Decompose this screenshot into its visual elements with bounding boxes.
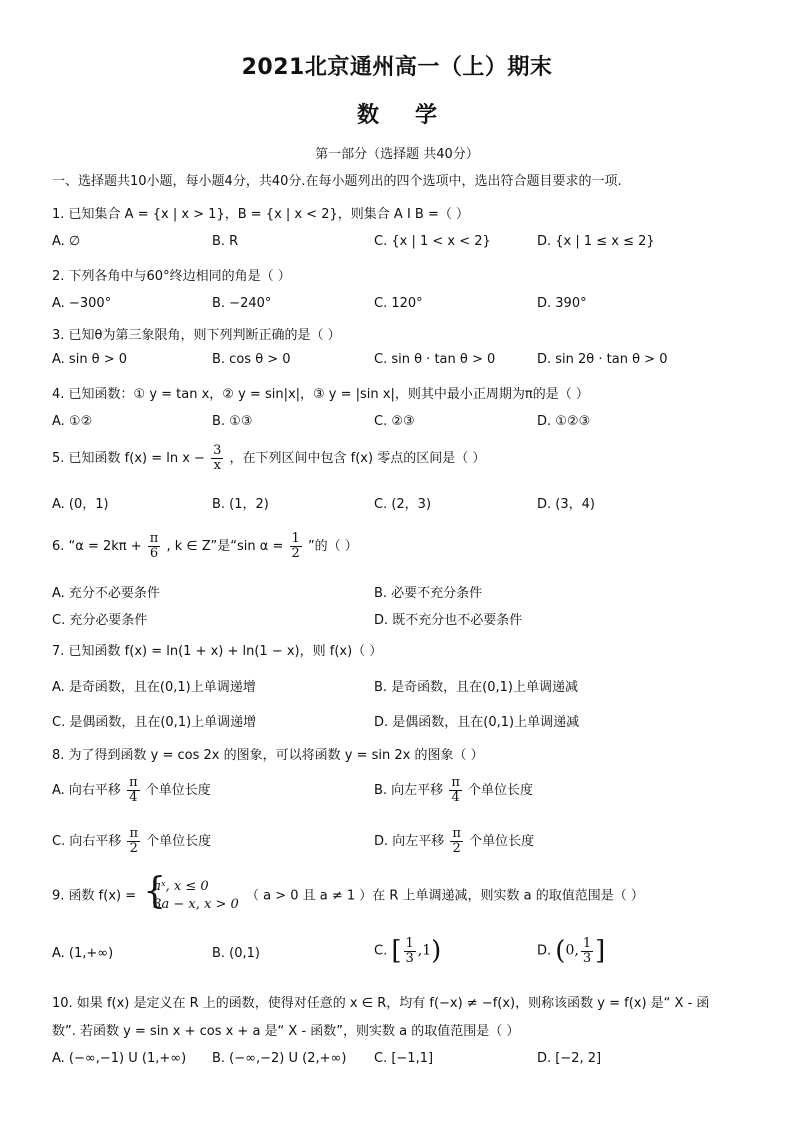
exam-subject: 数学 [356, 103, 473, 128]
q4-option-a: A. ①② [52, 414, 93, 429]
q6-text-mid: , k ∈ Z”是“sin α = [166, 539, 284, 554]
q9-text-post: （ a > 0 且 a ≠ 1 ）在 R 上单调递减，则实数 a 的取值范围是（ ） [245, 888, 644, 904]
q8-option-d-den: 2 [452, 841, 461, 856]
q9-brace: { [143, 871, 167, 912]
q8-option-d-num: π [452, 826, 461, 841]
q8-option-c-pre: C. 向右平移 [52, 834, 122, 849]
q9-option-c-rbracket: ) [431, 936, 442, 966]
q8-option-c-den: 2 [129, 841, 138, 856]
q5-option-a: A. (0，1) [52, 497, 109, 512]
q6-fraction-1 [148, 532, 161, 561]
q8-option-d-post: 个单位长度 [469, 834, 535, 849]
question-8: 8. 为了得到函数 y = cos 2x 的图象，可以将函数 y = sin 2x 的图象（ ） [52, 748, 484, 763]
q5-option-d: D. (3，4) [537, 497, 595, 512]
q9-option-c-den: 3 [405, 950, 414, 966]
q9-piece-row-1: aˣ, x ≤ 0 [153, 879, 209, 894]
q5-text-pre: 5. 已知函数 f(x) = ln x − [52, 451, 205, 466]
q8-option-b-fraction [449, 776, 462, 805]
q1-option-b: B. R [212, 234, 239, 249]
q2-option-b: B. −240° [212, 296, 272, 311]
q6-fraction-2-num: 1 [291, 531, 300, 546]
question-10-line-2: 数”. 若函数 y = sin x + cos x + a 是“ X - 函数”，则实数 a 的取值范围是（ ） [52, 1024, 520, 1039]
q9-option-d-num: 1 [582, 935, 592, 951]
q8-option-a [52, 776, 211, 805]
q8-option-d [374, 827, 534, 856]
q5-option-c: C. (2，3) [374, 497, 432, 512]
question-6 [52, 532, 762, 561]
q9-option-d [537, 936, 605, 966]
q3-option-d: D. sin 2θ · tan θ > 0 [537, 352, 668, 367]
q3-option-c: C. sin θ · tan θ > 0 [374, 352, 496, 367]
q2-option-d: D. 390° [537, 296, 587, 311]
q7-option-b: B. 是奇函数，且在(0,1)上单调递减 [374, 680, 579, 695]
q8-option-c-num: π [129, 826, 139, 841]
q5-fraction-den: x [213, 458, 221, 473]
q6-text-post: ”的（ ） [307, 539, 358, 554]
q9-option-d-pre: D. [537, 943, 552, 959]
q4-option-d: D. ①②③ [537, 414, 591, 429]
q6-fraction-2-den: 2 [291, 546, 300, 561]
q6-option-b: B. 必要不充分条件 [374, 586, 483, 601]
q9-option-c-num: 1 [405, 935, 414, 951]
q4-option-b: B. ①③ [212, 414, 253, 429]
q1-option-c: C. {x | 1 < x < 2} [374, 234, 491, 249]
q8-option-a-fraction [127, 776, 140, 805]
q5-fraction-num: 3 [213, 443, 222, 458]
q9-option-d-rbracket: ] [595, 936, 606, 966]
q9-option-c-tail: ,1 [417, 942, 432, 959]
q7-option-c: C. 是偶函数，且在(0,1)上单调递增 [52, 715, 257, 730]
q1-option-a: A. ∅ [52, 234, 81, 249]
q9-option-b: B. (0,1) [212, 946, 261, 961]
q6-text-pre: 6. “α = 2kπ + [52, 539, 142, 554]
question-7: 7. 已知函数 f(x) = ln(1 + x) + ln(1 − x)，则 f(x)（ ） [52, 644, 383, 659]
q6-fraction-2 [290, 532, 302, 561]
q9-text-pre: 9. 函数 f(x) = [52, 888, 137, 904]
q5-text-post: ，在下列区间中包含 f(x) 零点的区间是（ ） [229, 451, 486, 466]
q5-fraction [211, 444, 223, 473]
q8-option-b-post: 个单位长度 [468, 783, 534, 798]
q9-option-d-lbracket: ( [555, 936, 566, 966]
q8-option-d-pre: D. 向左平移 [374, 834, 445, 849]
q6-option-d: D. 既不充分也不必要条件 [374, 613, 523, 628]
q9-option-c [374, 936, 441, 966]
q8-option-d-fraction [450, 827, 463, 856]
q8-option-b [374, 776, 533, 805]
q8-option-b-num: π [451, 775, 460, 790]
q9-option-c-lbracket: [ [391, 936, 402, 966]
q8-option-a-pre: A. 向右平移 [52, 783, 121, 798]
q8-option-b-den: 4 [451, 790, 460, 805]
q9-option-a: A. (1,+∞) [52, 946, 114, 961]
q9-option-d-fraction [581, 937, 593, 966]
q1-option-d: D. {x | 1 ≤ x ≤ 2} [537, 234, 655, 249]
q7-option-d: D. 是偶函数，且在(0,1)上单调递减 [374, 715, 580, 730]
q2-option-c: C. 120° [374, 296, 423, 311]
q8-option-a-den: 4 [129, 790, 138, 805]
q9-piece-row-2: 3a − x, x > 0 [153, 897, 239, 912]
q10-option-d: D. [−2, 2] [537, 1051, 602, 1066]
q8-option-a-num: π [129, 775, 138, 790]
q9-option-d-den: 3 [582, 950, 592, 966]
q9-option-d-head: 0, [565, 942, 579, 959]
question-4: 4. 已知函数：① y = tan x，② y = sin|x|，③ y = |sin x|，则其中最小正周期为π的是（ ） [52, 387, 589, 402]
question-10-line-1: 10. 如果 f(x) 是定义在 R 上的函数，使得对任意的 x ∈ R，均有 f(−x) ≠ −f(x)，则称该函数 y = f(x) 是“ X - 函 [52, 996, 710, 1011]
question-1: 1. 已知集合 A = {x | x > 1}，B = {x | x < 2}，则集合 A I B =（ ） [52, 207, 469, 222]
question-3: 3. 已知θ为第三象限角，则下列判断正确的是（ ） [52, 328, 341, 343]
q10-option-a: A. (−∞,−1) U (1,+∞) [52, 1051, 187, 1066]
q6-option-a: A. 充分不必要条件 [52, 586, 160, 601]
q8-option-c-fraction [127, 827, 140, 856]
question-2: 2. 下列各角中与60°终边相同的角是（ ） [52, 269, 291, 284]
q4-option-c: C. ②③ [374, 414, 415, 429]
q3-option-a: A. sin θ > 0 [52, 352, 128, 367]
question-5 [52, 444, 762, 473]
q8-option-b-pre: B. 向左平移 [374, 783, 444, 798]
q6-fraction-1-den: 6 [149, 546, 159, 561]
q10-option-b: B. (−∞,−2) U (2,+∞) [212, 1051, 347, 1066]
q8-option-c-post: 个单位长度 [146, 834, 212, 849]
exam-title: 2021北京通州高一（上）期末 [241, 55, 553, 80]
q5-option-b: B. (1，2) [212, 497, 269, 512]
q9-piecewise [143, 871, 239, 914]
q6-fraction-1-num: π [149, 531, 159, 546]
q8-option-a-post: 个单位长度 [145, 783, 211, 798]
q3-option-b: B. cos θ > 0 [212, 352, 291, 367]
q7-option-a: A. 是奇函数，且在(0,1)上单调递增 [52, 680, 256, 695]
q8-option-c [52, 827, 211, 856]
q2-option-a: A. −300° [52, 296, 112, 311]
q9-option-c-fraction [404, 937, 416, 966]
q6-option-c: C. 充分必要条件 [52, 613, 148, 628]
part-heading: 第一部分（选择题 共40分） [315, 147, 479, 162]
q9-option-c-pre: C. [374, 943, 388, 959]
q10-option-c: C. [−1,1] [374, 1051, 434, 1066]
question-9 [52, 871, 762, 914]
section-intro: 一、选择题共10小题，每小题4分，共40分.在每小题列出的四个选项中，选出符合题目要求的一项. [52, 174, 622, 189]
